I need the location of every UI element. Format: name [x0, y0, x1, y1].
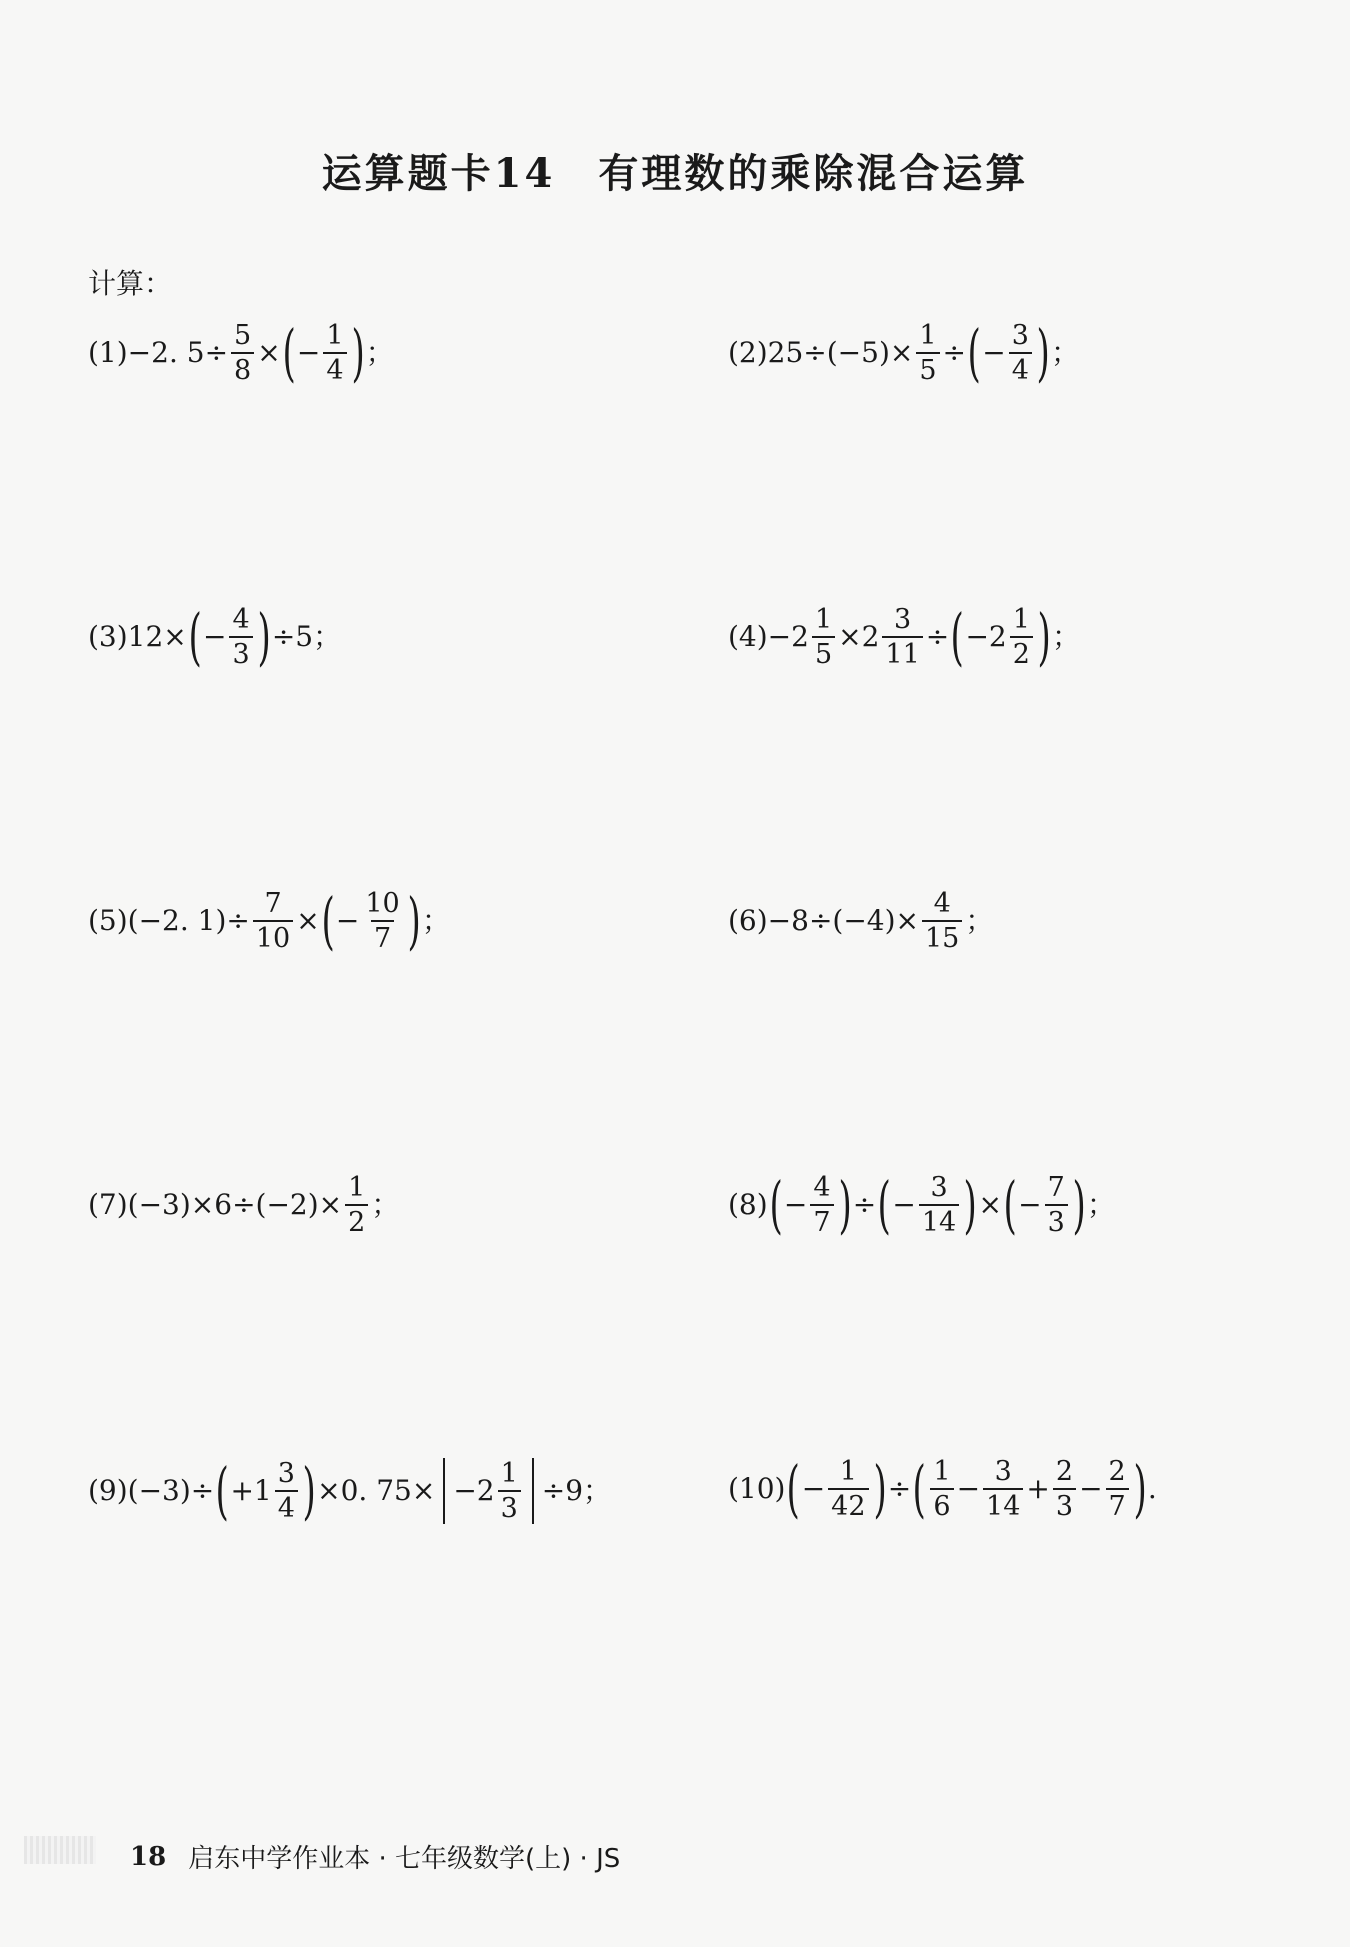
- left-paren: (: [188, 600, 202, 673]
- denominator: 3: [229, 636, 252, 668]
- page-footer: [130, 1838, 620, 1875]
- denominator: 11: [882, 636, 922, 668]
- expression-text: (−2. 1)÷: [127, 904, 250, 937]
- fraction: [498, 1460, 521, 1522]
- right-paren: ): [350, 316, 365, 389]
- problem-label: (5): [88, 904, 128, 937]
- denominator: 3: [1045, 1204, 1068, 1236]
- expression-text: ；: [421, 904, 450, 937]
- denominator: 42: [828, 1488, 868, 1520]
- problem-6: [728, 890, 993, 952]
- problem-1: [88, 316, 394, 389]
- problem-label: (8): [728, 1188, 768, 1221]
- expression-text: +: [1026, 1472, 1050, 1505]
- fraction: [1009, 322, 1032, 384]
- expression-text: ×: [296, 904, 320, 937]
- expression-text: −: [892, 1188, 916, 1221]
- fraction: [882, 606, 922, 668]
- fraction: [1053, 1458, 1076, 1520]
- numerator: 5: [234, 320, 252, 351]
- expression-text: −2: [767, 620, 809, 653]
- expression-text: ÷: [942, 336, 967, 369]
- expression-text: −: [1018, 1188, 1042, 1221]
- numerator: 4: [813, 1172, 831, 1203]
- denominator: 3: [1053, 1488, 1076, 1520]
- numerator: 7: [264, 888, 282, 919]
- numerator: 1: [500, 1458, 518, 1489]
- left-paren: (: [950, 600, 965, 673]
- right-paren: ): [837, 1168, 852, 1241]
- expression-text: ÷: [887, 1472, 912, 1505]
- denominator: 8: [231, 352, 254, 384]
- problem-label: (6): [728, 904, 768, 937]
- fraction: [1106, 1458, 1129, 1520]
- right-paren: ): [872, 1452, 887, 1525]
- expression-text: (−3)×6÷(−2)×: [127, 1188, 343, 1221]
- expression-text: ÷: [852, 1188, 877, 1221]
- fraction: [922, 890, 962, 952]
- denominator: 4: [1009, 352, 1032, 384]
- fraction: [916, 322, 939, 384]
- right-paren: ): [407, 884, 421, 957]
- denominator: 6: [930, 1488, 953, 1520]
- denominator: 10: [253, 920, 293, 952]
- expression-text: −: [783, 1188, 808, 1221]
- left-paren: (: [967, 316, 981, 389]
- left-paren: (: [769, 1168, 783, 1241]
- numerator: 3: [1011, 320, 1029, 351]
- fraction: [345, 1174, 368, 1236]
- left-paren: (: [321, 884, 335, 957]
- fraction: [930, 1458, 953, 1520]
- problem-2: [728, 316, 1080, 389]
- fraction: [323, 322, 346, 384]
- expression-text: −: [982, 336, 1006, 369]
- numerator: 4: [933, 888, 951, 919]
- fraction: [231, 322, 254, 384]
- instruction-label: 计算：: [88, 267, 173, 300]
- page-title: 运算题卡14 有理数的乘除混合运算: [321, 150, 1029, 197]
- expression-text: ；: [1086, 1188, 1115, 1221]
- expression-text: ；: [1052, 620, 1081, 653]
- right-paren: ): [1036, 316, 1050, 389]
- numerator: 1: [814, 604, 833, 635]
- problem-10: [728, 1452, 1157, 1525]
- right-paren: ): [963, 1168, 977, 1241]
- denominator: 7: [1106, 1488, 1129, 1520]
- denominator: 4: [323, 352, 346, 384]
- denominator: 7: [810, 1204, 833, 1236]
- expression-text: −2: [965, 620, 1007, 653]
- problem-4: [728, 600, 1081, 673]
- left-paren: (: [877, 1168, 891, 1241]
- numerator: 4: [232, 604, 250, 635]
- right-paren: ): [302, 1454, 316, 1527]
- denominator: 15: [922, 920, 962, 952]
- expression-text: ÷5；: [271, 620, 342, 653]
- fraction: [362, 890, 402, 952]
- left-paren: (: [786, 1452, 801, 1525]
- expression-text: −2: [453, 1474, 495, 1507]
- expression-text: −2. 5÷: [127, 336, 229, 369]
- expression-text: −: [956, 1472, 981, 1505]
- right-paren: ): [1072, 1168, 1086, 1241]
- numerator: 1: [933, 1456, 951, 1487]
- problem-3: [88, 600, 342, 673]
- fraction: [229, 606, 252, 668]
- scan-stamp: [24, 1836, 96, 1864]
- denominator: 7: [371, 920, 394, 952]
- left-paren: (: [282, 316, 296, 389]
- numerator: 1: [348, 1172, 366, 1203]
- denominator: 14: [983, 1488, 1023, 1520]
- expression-text: −: [296, 336, 321, 369]
- left-paren: (: [912, 1452, 926, 1525]
- problem-label: (3): [88, 620, 128, 653]
- denominator: 5: [916, 352, 939, 384]
- fraction: [983, 1458, 1023, 1520]
- expression-text: ；: [365, 336, 394, 369]
- fraction: [812, 606, 835, 668]
- expression-text: ÷: [925, 620, 950, 653]
- denominator: 4: [275, 1490, 298, 1522]
- numerator: 3: [277, 1458, 295, 1489]
- problem-label: (10): [728, 1472, 786, 1505]
- right-paren: ): [1037, 600, 1051, 673]
- denominator: 14: [919, 1204, 959, 1236]
- expression-text: −8÷(−4)×: [767, 904, 919, 937]
- left-paren: (: [1003, 1168, 1017, 1241]
- numerator: 7: [1047, 1172, 1065, 1203]
- numerator: 3: [930, 1172, 948, 1203]
- expression-text: ×: [257, 336, 281, 369]
- expression-text: −: [1079, 1472, 1103, 1505]
- numerator: 1: [1012, 604, 1030, 635]
- right-paren: ): [257, 600, 271, 673]
- numerator: 2: [1055, 1456, 1074, 1487]
- problem-label: (2): [728, 336, 768, 369]
- expression-text: ；: [371, 1188, 400, 1221]
- numerator: 1: [326, 320, 344, 351]
- problem-8: [728, 1168, 1115, 1241]
- denominator: 2: [345, 1204, 368, 1236]
- expression-text: ；: [965, 904, 994, 937]
- absolute-value-bar: [443, 1458, 445, 1524]
- denominator: 2: [1010, 636, 1033, 668]
- denominator: 5: [812, 636, 835, 668]
- expression-text: ÷9；: [541, 1474, 612, 1507]
- problem-5: [88, 884, 450, 957]
- expression-text: 12×: [127, 620, 187, 653]
- numerator: 2: [1108, 1456, 1126, 1487]
- expression-text: −: [202, 620, 227, 653]
- fraction: [919, 1174, 959, 1236]
- expression-text: ×2: [838, 620, 880, 653]
- expression-text: ；: [1051, 336, 1080, 369]
- page-number: 18: [130, 1841, 167, 1872]
- problem-label: (1): [88, 336, 128, 369]
- numerator: 1: [839, 1456, 857, 1487]
- expression-text: ×: [978, 1188, 1002, 1221]
- problem-9: [88, 1454, 612, 1527]
- expression-text: 25÷(−5)×: [767, 336, 914, 369]
- numerator: 1: [919, 320, 937, 351]
- numerator: 3: [994, 1456, 1012, 1487]
- expression-text: ×0. 75×: [317, 1474, 436, 1507]
- denominator: 3: [498, 1490, 521, 1522]
- problem-7: [88, 1174, 399, 1236]
- problem-label: (9): [88, 1474, 128, 1507]
- fraction: [253, 890, 293, 952]
- problem-label: (7): [88, 1188, 128, 1221]
- expression-text: −: [801, 1472, 826, 1505]
- absolute-value-bar: [532, 1458, 534, 1524]
- right-paren: ): [1133, 1452, 1147, 1525]
- fraction: [275, 1460, 298, 1522]
- fraction: [810, 1174, 833, 1236]
- expression-text: (−3)÷: [127, 1474, 215, 1507]
- book-title: 启东中学作业本 · 七年级数学(上) · JS: [188, 1844, 621, 1874]
- expression-text: .: [1147, 1472, 1157, 1505]
- expression-text: +1: [230, 1474, 272, 1507]
- fraction: [1045, 1174, 1068, 1236]
- numerator: 3: [894, 604, 912, 635]
- problem-label: (4): [728, 620, 768, 653]
- expression-text: −: [335, 904, 360, 937]
- fraction: [828, 1458, 868, 1520]
- numerator: 10: [365, 888, 400, 919]
- fraction: [1010, 606, 1033, 668]
- left-paren: (: [215, 1454, 230, 1527]
